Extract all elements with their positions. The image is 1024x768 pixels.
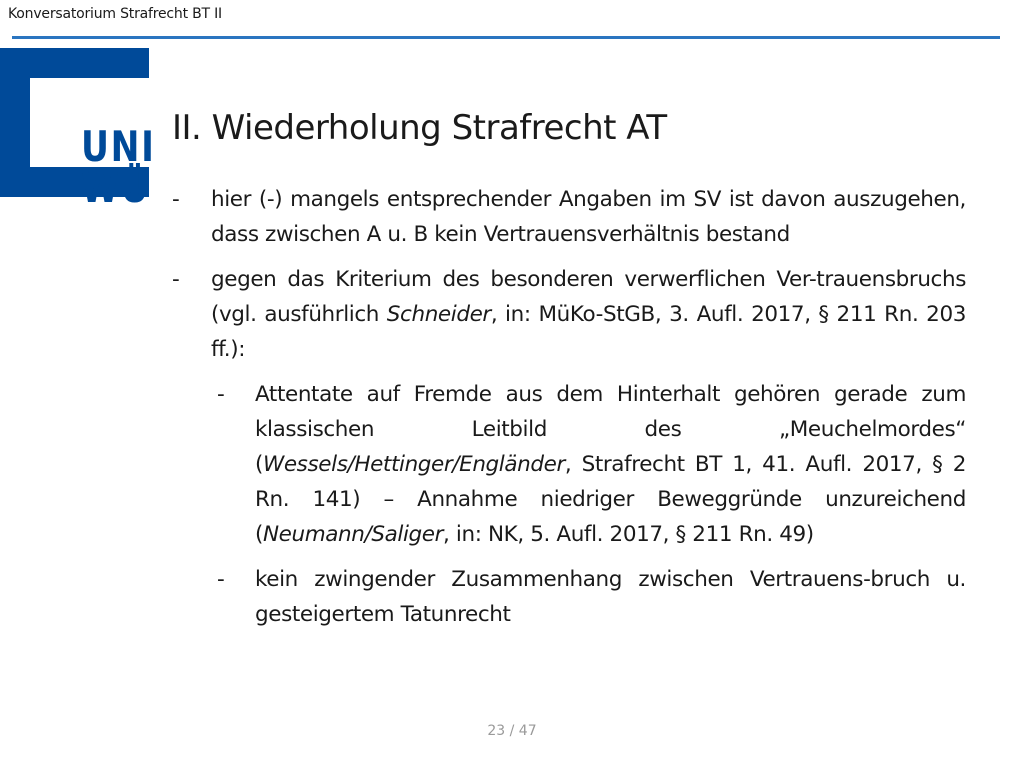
page-number: 23 / 47 xyxy=(487,723,537,739)
slide-title: II. Wiederholung Strafrecht AT xyxy=(172,108,667,148)
bullet-text: , in: MüKo-StGB, 3. Aufl. 2017, § 211 Rn. 203 ff.): xyxy=(211,302,966,362)
logo-line-2: WÜ xyxy=(81,163,151,212)
bullet-item xyxy=(172,182,966,252)
header-title: Konversatorium Strafrecht BT II xyxy=(8,6,222,22)
bullet-dash: - xyxy=(172,187,180,212)
bullet-text: hier (-) mangels entsprechender Angaben im SV ist davon auszugehen, dass zwischen A u. B kein Vertrauensverhältnis bestand xyxy=(211,187,966,247)
bullet-text: , Strafrecht BT 1, 41. Aufl. 2017, § 2 Rn. 141) – Annahme niedriger Beweggründe unzureichend ( xyxy=(255,452,966,547)
logo-line-1: UNI xyxy=(81,122,156,171)
header-divider xyxy=(12,36,1000,39)
bullet-dash: - xyxy=(217,382,225,407)
sub-bullet-item xyxy=(217,562,966,632)
sub-bullet-item xyxy=(217,377,966,552)
bullet-dash: - xyxy=(217,567,225,592)
bullet-text: Attentate auf Fremde aus dem Hinterhalt gehören gerade zum klassischen Leitbild des „Meuchelmordes“ ( xyxy=(255,382,966,477)
slide-content xyxy=(172,182,966,642)
logo-wordmark xyxy=(81,122,156,212)
bullet-item xyxy=(172,262,966,367)
citation-author: Schneider xyxy=(386,302,491,327)
citation-author: Neumann/Saliger xyxy=(263,522,444,547)
bullet-text: , in: NK, 5. Aufl. 2017, § 211 Rn. 49) xyxy=(443,522,814,547)
bullet-dash: - xyxy=(172,267,180,292)
bullet-text: gegen das Kriterium des besonderen verwerflichen Ver-trauensbruchs (vgl. ausführlich xyxy=(211,267,966,327)
uni-wuerzburg-logo xyxy=(0,48,156,212)
bullet-text: kein zwingender Zusammenhang zwischen Vertrauens-bruch u. gesteigertem Tatunrecht xyxy=(255,567,966,627)
citation-author: Wessels/Hettinger/Engländer xyxy=(263,452,565,477)
